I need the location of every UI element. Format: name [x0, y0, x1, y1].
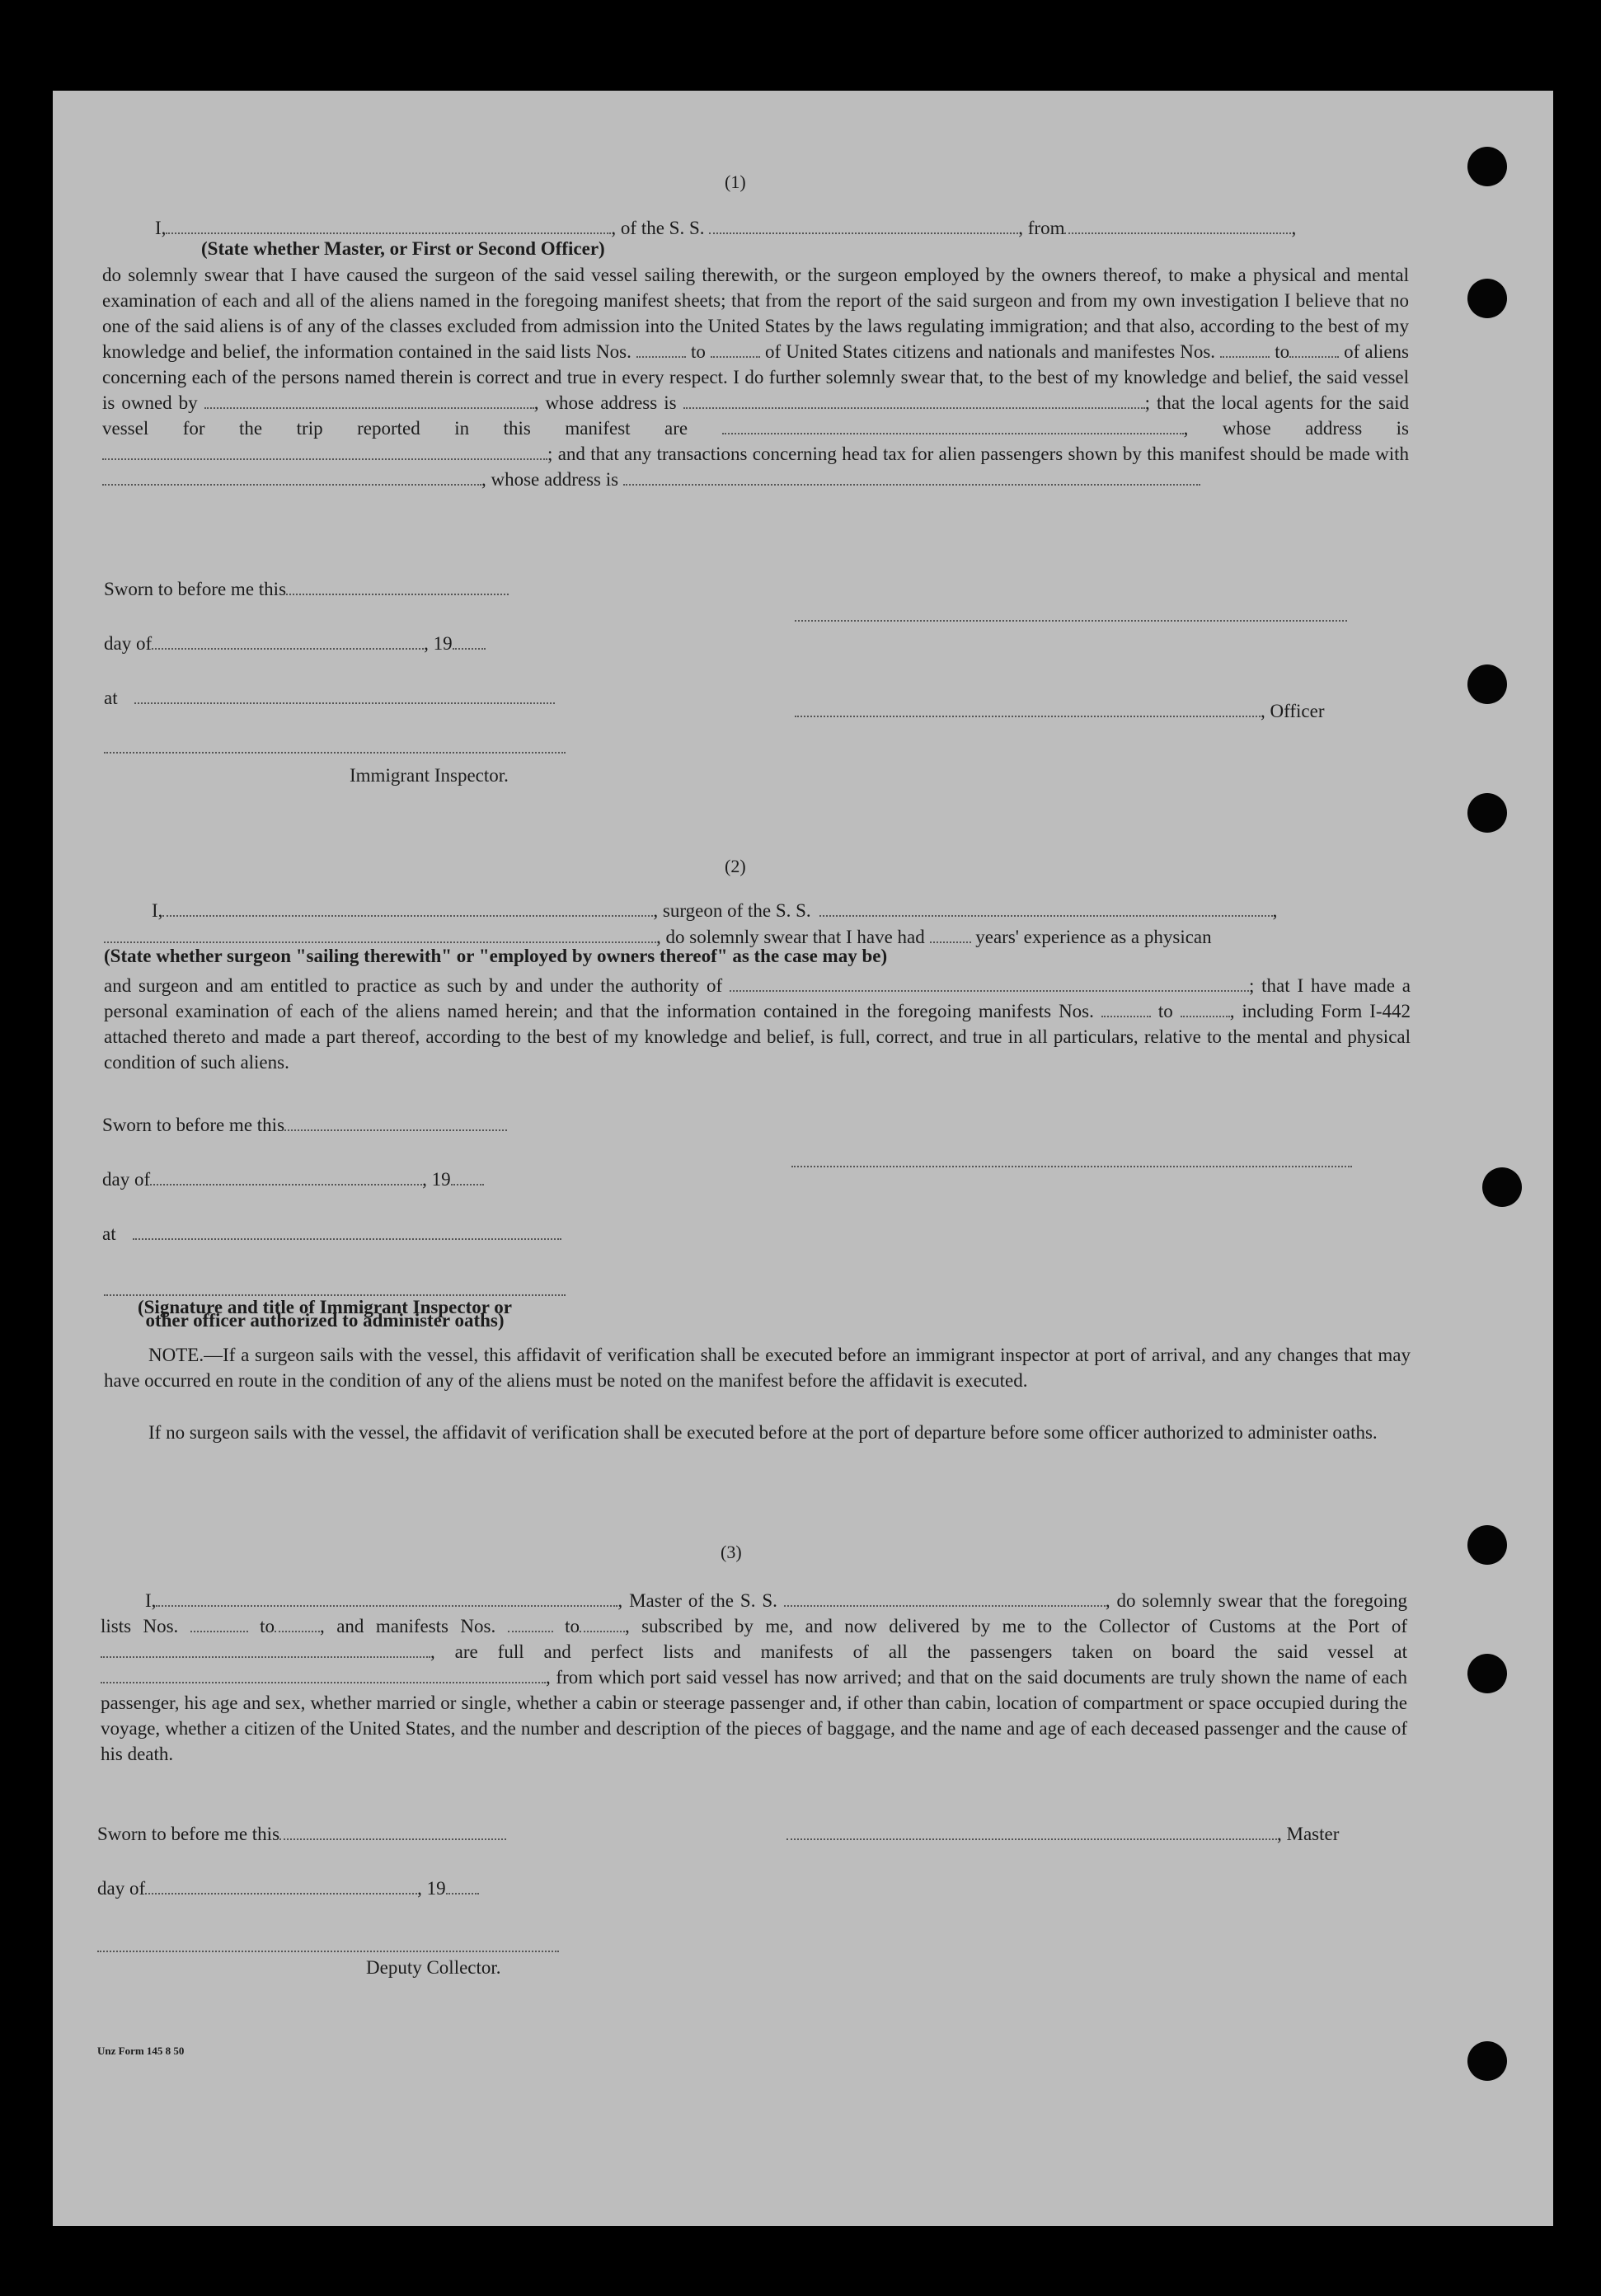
punch-hole: [1467, 1654, 1507, 1693]
text: , of the S. S.: [611, 218, 705, 238]
text: , 19: [422, 1169, 451, 1190]
text: day of: [102, 1169, 151, 1190]
day-line: [102, 1167, 484, 1190]
note-paragraph: NOTE.—If a surgeon sails with the vessel, this affidavit of verification shall be executed before an immigrant inspector at port of arrival, and any changes that may have occurred en route in the condition of any of the aliens must be noted on the manifest before the affidavit is executed.: [104, 1345, 1411, 1391]
day-line: [97, 1876, 479, 1899]
sec3-body: [101, 1588, 1407, 1767]
punch-hole: [1482, 1167, 1522, 1207]
text: ,: [1272, 900, 1278, 921]
collector-signature-line: [97, 1949, 559, 1952]
punch-hole: [1467, 147, 1507, 186]
text: , 19: [417, 1878, 446, 1899]
text: ,: [1291, 218, 1297, 238]
text: of aliens concerning each of the persons named therein is correct and true in every respect. I do further solemnly swear that, to the best of my knowledge and belief, the said vessel is owned by: [102, 341, 1410, 413]
text: at: [102, 1223, 116, 1244]
day-line: [104, 632, 486, 655]
text: I,: [152, 900, 163, 921]
text: ; and that any transactions concerning head tax for alien passengers shown by this manifest should be made with: [547, 444, 1409, 464]
text: ,: [481, 469, 486, 490]
text: , whose address is: [533, 392, 677, 413]
text: , surgeon of the S. S.: [653, 900, 811, 921]
at-line: [104, 686, 555, 709]
field-hint: (State whether surgeon "sailing therewith" or "employed by owners thereof" as the case may be): [104, 946, 888, 966]
text: , and manifests Nos.: [320, 1616, 496, 1636]
sworn-line: [104, 577, 509, 600]
text: to: [1275, 341, 1290, 362]
signature-line: [795, 618, 1347, 622]
sworn-line: [102, 1113, 507, 1136]
text: do solemnly swear that I have caused the surgeon of the said vessel sailing therewith, or the surgeon employed by the owners thereof, to make a physical and mental examination of each and all of the aliens named in the foregoing manifest sheets; that from the report of the said surgeon and from my own investigation I believe that no one of the said aliens is of any of the classes excluded from admission into the United States by the laws regulating immigration; and that also, according to the best of my knowledge and belief, the information contained in the said lists Nos.: [102, 265, 1409, 362]
sec2-line2: [104, 925, 1212, 948]
sec1-line1: [155, 216, 1296, 239]
text: , do solemnly swear that I have had: [656, 927, 925, 947]
punch-hole: [1467, 1525, 1507, 1565]
text: I,: [145, 1590, 157, 1611]
signature-caption: (Signature and title of Immigrant Inspector or other officer authorized to administer oaths): [137, 1297, 512, 1331]
note-paragraph: If no surgeon sails with the vessel, the affidavit of verification shall be executed before at the port of departure before some officer authorized to administer oaths.: [148, 1422, 1378, 1443]
form-number: Unz Form 145 8 50: [97, 2045, 185, 2057]
sec2-line1: [152, 899, 1277, 922]
master-line: [786, 1822, 1339, 1845]
sworn-line: [97, 1822, 506, 1845]
punch-hole: [1467, 279, 1507, 318]
text: , do solemnly swear that the foregoing lists Nos.: [101, 1590, 1407, 1636]
text: whose address is: [491, 469, 619, 490]
text: Sworn to before me this: [97, 1824, 280, 1844]
text: , are full and perfect lists and manifests of all the passengers taken on board the said vessel at: [430, 1641, 1407, 1662]
text: years' experience as a physican: [975, 927, 1212, 947]
text: ; that I have made a personal examination of each of the aliens named herein; and that the information contained in the foregoing manifests Nos.: [104, 975, 1411, 1021]
inspector-signature-line: [104, 1293, 566, 1296]
text: , Master: [1277, 1824, 1340, 1844]
text: , 19: [424, 633, 453, 654]
text: to: [260, 1616, 275, 1636]
text: at: [104, 688, 118, 708]
text: of United States citizens and nationals and manifestes Nos.: [765, 341, 1216, 362]
text: to: [1157, 1001, 1173, 1021]
text: , including Form I-442 attached thereto and made a part thereof, according to the best of my knowledge and belief, is full, correct, and true in all particulars, relative to the mental and physical condition of such aliens.: [104, 1001, 1411, 1073]
text: I,: [155, 218, 167, 238]
text: day of: [97, 1878, 146, 1899]
text: , Officer: [1261, 701, 1325, 721]
sec2-body: [104, 973, 1411, 1075]
text: to: [565, 1616, 580, 1636]
field-hint: (State whether Master, or First or Second Officer): [201, 238, 605, 259]
section-number: (2): [725, 856, 746, 876]
text: , subscribed by me, and now delivered by me to the Collector of Customs at the Port of: [624, 1616, 1408, 1636]
sec1-body: [102, 262, 1409, 492]
signature-line: [791, 1164, 1352, 1167]
punch-hole: [1467, 664, 1507, 704]
text: Sworn to before me this: [104, 579, 287, 599]
inspector-caption: Immigrant Inspector.: [350, 765, 509, 786]
text: , whose address is: [1183, 418, 1410, 439]
collector-caption: Deputy Collector.: [366, 1957, 501, 1978]
punch-hole: [1467, 793, 1507, 833]
officer-line: [795, 699, 1324, 722]
at-line: [102, 1222, 561, 1245]
text: day of: [104, 633, 153, 654]
inspector-signature-line: [104, 750, 566, 754]
form-page: [53, 91, 1553, 2226]
punch-hole: [1467, 2041, 1507, 2081]
section-number: (3): [721, 1542, 742, 1562]
text: and surgeon and am entitled to practice as such by and under the authority of: [104, 975, 723, 996]
text: , from: [1018, 218, 1065, 238]
text: ; that the local agents for the said vessel for the trip reported in this manifest are: [102, 392, 1410, 439]
text: to: [690, 341, 706, 362]
section-number: (1): [725, 171, 746, 192]
text: , from which port said vessel has now arrived; and that on the said documents are truly shown the name of each passenger, his age and sex, whether married or single, whether a cabin or steerage passenger and, if other than cabin, location of compartment or space occupied during the voyage, whether a citizen of the United States, and the number and description of the pieces of baggage, and the name and age of each deceased passenger and the cause of his death.: [101, 1667, 1407, 1764]
text: , Master of the S. S.: [617, 1590, 777, 1611]
text: Sworn to before me this: [102, 1115, 285, 1135]
